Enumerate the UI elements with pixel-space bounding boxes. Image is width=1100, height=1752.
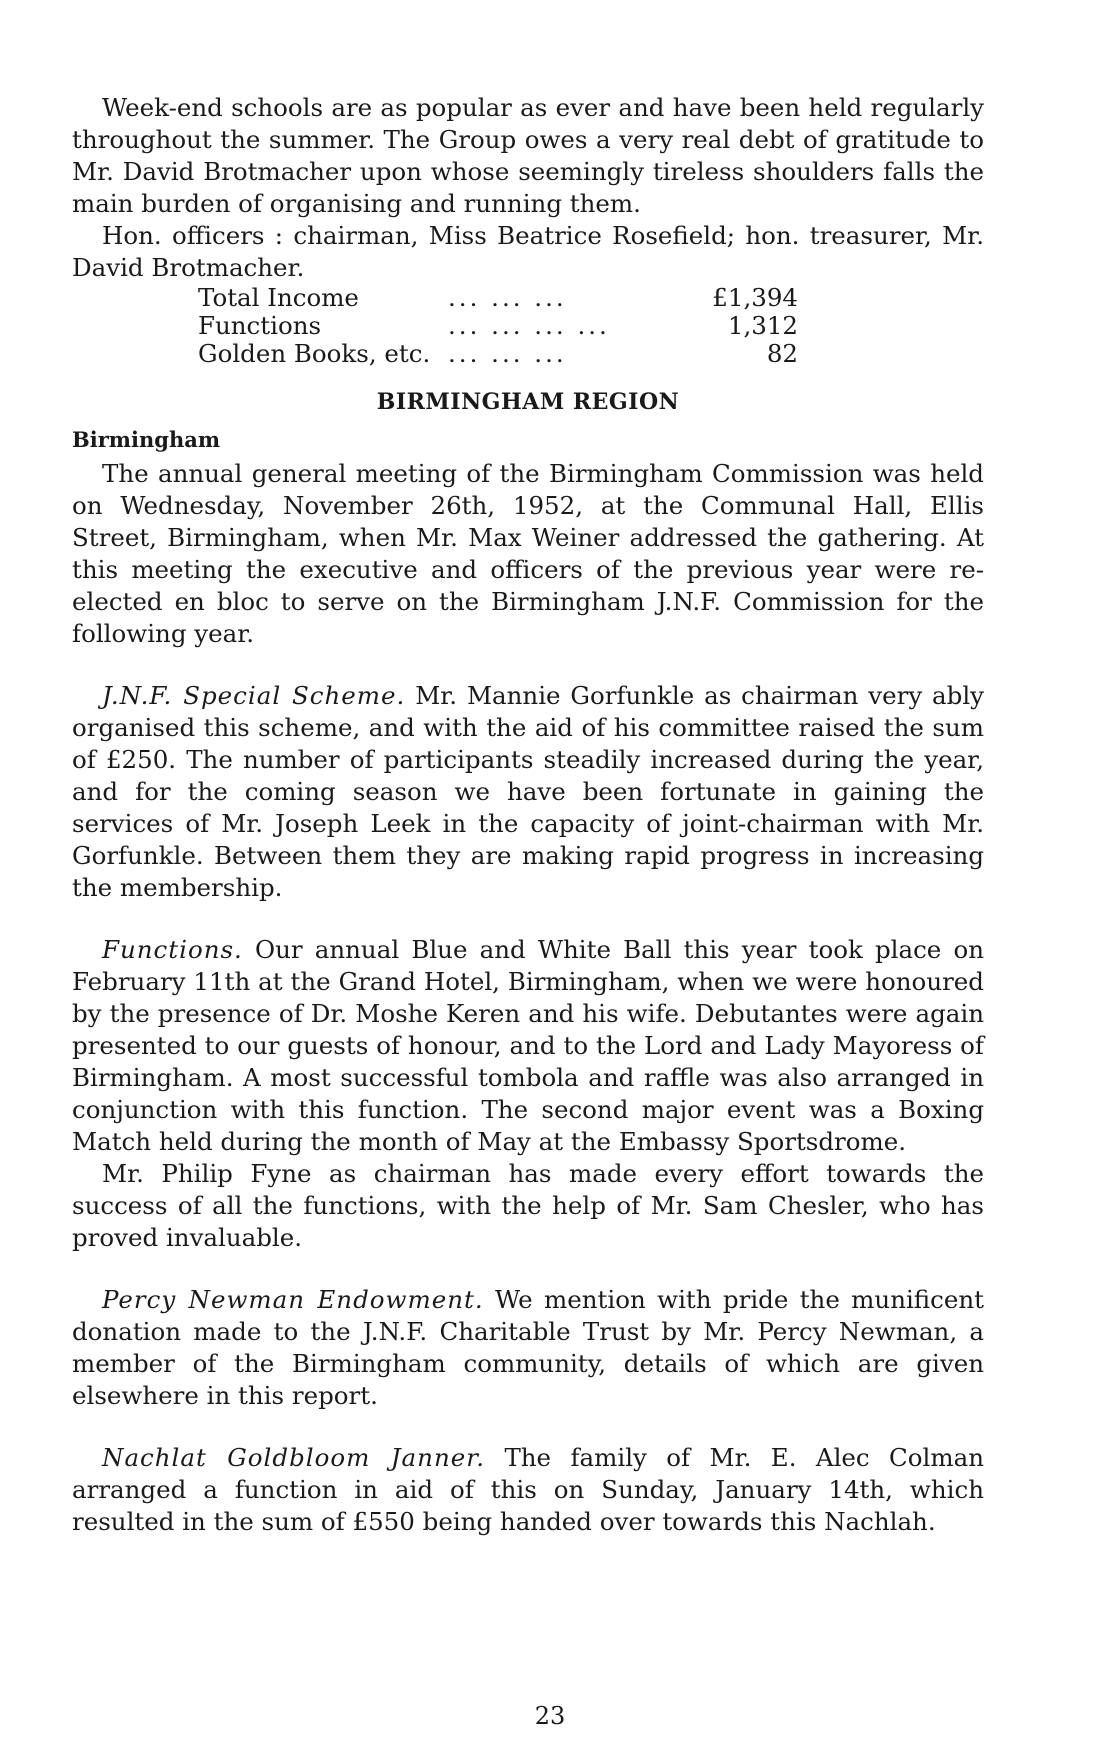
page-number: 23 [534,1702,566,1730]
page-body [72,92,984,1538]
endowment-paragraph [72,1284,984,1412]
nachlat-paragraph [72,1442,984,1538]
finance-value: 82 [766,339,798,368]
region-subheading: Birmingham [72,427,221,452]
finance-value: £1,394 [712,283,798,312]
finance-leader: ... ... ... [448,283,567,312]
finance-value: 1,312 [727,311,798,340]
intro-paragraph: Week-end schools are as popular as ever and have been held regularly throughout the summer. The Group owes a very real debt of gratitude to Mr. David Brotmacher upon whose seemingly tireless shoulders falls the main burden of organising and running them. [72,93,984,218]
special-scheme-paragraph [72,680,984,904]
special-scheme-title: J.N.F. Special Scheme. [102,681,406,710]
functions-title: Functions. [102,935,243,964]
functions-followup-paragraph: Mr. Philip Fyne as chairman has made every effort towards the success of all the functions, with the help of Mr. Sam Chesler, who has proved invaluable. [72,1159,984,1252]
finance-table [198,284,798,368]
finance-leader: ... ... ... [448,339,567,368]
finance-row [198,312,798,340]
nachlat-title: Nachlat Goldbloom Janner. [102,1443,486,1472]
finance-label: Golden Books, etc. [198,339,431,368]
finance-row [198,340,798,368]
finance-leader: ... ... ... ... [448,311,610,340]
finance-label: Total Income [198,283,359,312]
special-scheme-text: Mr. Mannie Gorfunkle as chairman very ably organised this scheme, and with the aid of his committee raised the sum of £250. The number of participants steadily increased during the year, and for the coming season we have been fortunate in gaining the services of Mr. Joseph Leek in the capacity of joint-chairman with Mr. Gorfunkle. Between them they are making rapid progress in increasing the membership. [72,681,984,902]
finance-label: Functions [198,311,322,340]
region-heading: BIRMINGHAM REGION [376,389,680,415]
endowment-title: Percy Newman Endowment. [102,1285,484,1314]
nachlat-text: The family of Mr. E. Alec Colman arranged a function in aid of this on Sunday, January 14th, which resulted in the sum of £550 being handed over towards this Nachlah. [72,1443,984,1536]
functions-text: Our annual Blue and White Ball this year took place on February 11th at the Grand Hotel, Birmingham, when we were honoured by the presence of Dr. Moshe Keren and his wife. Debutantes were again presented to our guests of honour, and to the Lord and Lady Mayoress of Birmingham. A most successful tombola and raffle was also arranged in conjunction with this function. The second major event was a Boxing Match held during the month of May at the Embassy Sportsdrome. [72,935,984,1156]
agm-paragraph: The annual general meeting of the Birmingham Commission was held on Wednesday, November 26th, 1952, at the Communal Hall, Ellis Street, Birmingham, when Mr. Max Weiner addressed the gathering. At this meeting the executive and officers of the previous year were re-elected en bloc to serve on the Birmingham J.N.F. Commission for the following year. [72,459,984,648]
officers-paragraph: Hon. officers : chairman, Miss Beatrice Rosefield; hon. treasurer, Mr. David Brotmacher. [72,221,984,282]
endowment-text: We mention with pride the munificent donation made to the J.N.F. Charitable Trust by Mr. Percy Newman, a member of the Birmingham community, details of which are given elsewhere in this report. [72,1285,984,1410]
functions-paragraph [72,934,984,1158]
finance-row [198,284,798,312]
